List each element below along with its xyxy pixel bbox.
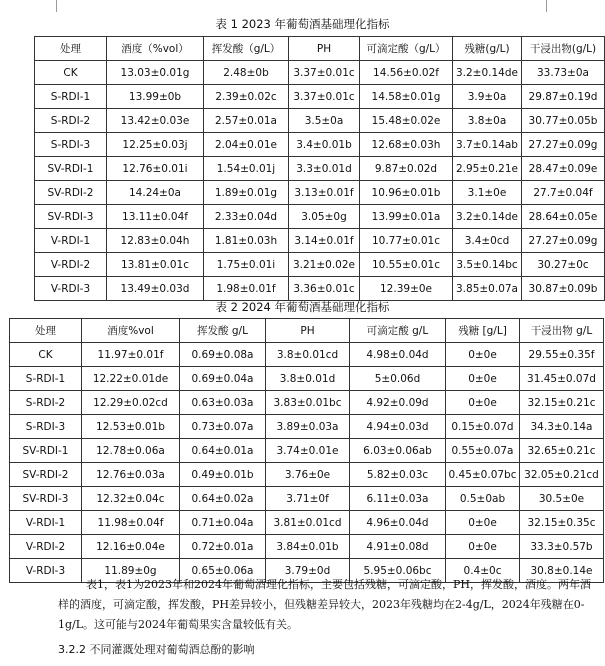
value-cell: 13.81±0.01c [107, 253, 204, 277]
table-row [10, 439, 604, 463]
value-cell: 1.81±0.03h [204, 229, 289, 253]
table-row [35, 85, 605, 109]
value-cell: 3.8±0a [453, 109, 522, 133]
value-cell: 29.87±0.19d [522, 85, 605, 109]
table-row [10, 415, 604, 439]
value-cell: 12.68±0.03h [360, 133, 453, 157]
value-cell: 3.37±0.01c [289, 85, 360, 109]
value-cell: 0.69±0.04a [180, 367, 266, 391]
treatment-cell: SV-RDI-1 [10, 439, 82, 463]
value-cell: 12.53±0.01b [82, 415, 180, 439]
value-cell: 30.77±0.05b [522, 109, 605, 133]
value-cell: 31.45±0.07d [520, 367, 604, 391]
treatment-cell: S-RDI-1 [10, 367, 82, 391]
page-edge-marks [0, 0, 605, 14]
value-cell: 32.15±0.35c [520, 511, 604, 535]
value-cell: 12.78±0.06a [82, 439, 180, 463]
table2-caption: 表 2 2024 年葡萄酒基础理化指标 [215, 300, 390, 314]
value-cell: 3.89±0.03a [266, 415, 350, 439]
value-cell: 0.72±0.01a [180, 535, 266, 559]
value-cell: 3.37±0.01c [289, 61, 360, 85]
page-corner-mark-right [546, 0, 547, 12]
treatment-cell: S-RDI-2 [35, 109, 107, 133]
value-cell: 28.47±0.09e [522, 157, 605, 181]
value-cell: 30.8±0.14e [520, 559, 604, 583]
table-row [35, 229, 605, 253]
value-cell: 1.98±0.01f [204, 277, 289, 301]
treatment-cell: SV-RDI-2 [35, 181, 107, 205]
table1-caption: 表 1 2023 年葡萄酒基础理化指标 [215, 17, 390, 31]
value-cell: 1.75±0.01i [204, 253, 289, 277]
value-cell: 0±0e [446, 391, 520, 415]
table-row [10, 367, 604, 391]
value-cell: 3.14±0.01f [289, 229, 360, 253]
table1-header-cell: 可滴定酸（g/L） [360, 37, 453, 61]
value-cell: 15.48±0.02e [360, 109, 453, 133]
table-row [10, 487, 604, 511]
table-row [35, 109, 605, 133]
value-cell: 3.71±0f [266, 487, 350, 511]
value-cell: 14.58±0.01g [360, 85, 453, 109]
value-cell: 14.24±0a [107, 181, 204, 205]
value-cell: 12.76±0.03a [82, 463, 180, 487]
value-cell: 30.5±0e [520, 487, 604, 511]
value-cell: 4.96±0.04d [350, 511, 446, 535]
table1-header-cell: 挥发酸（g/L） [204, 37, 289, 61]
value-cell: 5±0.06d [350, 367, 446, 391]
treatment-cell: S-RDI-3 [35, 133, 107, 157]
treatment-cell: CK [10, 343, 82, 367]
treatment-cell: CK [35, 61, 107, 85]
value-cell: 0.69±0.08a [180, 343, 266, 367]
treatment-cell: V-RDI-1 [10, 511, 82, 535]
value-cell: 3.05±0g [289, 205, 360, 229]
value-cell: 3.5±0a [289, 109, 360, 133]
treatment-cell: V-RDI-2 [35, 253, 107, 277]
value-cell: 32.15±0.21c [520, 391, 604, 415]
value-cell: 12.25±0.03j [107, 133, 204, 157]
value-cell: 0.15±0.07d [446, 415, 520, 439]
value-cell: 3.8±0.01d [266, 367, 350, 391]
table-row [35, 61, 605, 85]
value-cell: 3.2±0.14de [453, 61, 522, 85]
value-cell: 2.33±0.04d [204, 205, 289, 229]
value-cell: 12.39±0e [360, 277, 453, 301]
table1-body [35, 61, 605, 301]
value-cell: 2.39±0.02c [204, 85, 289, 109]
value-cell: 11.98±0.04f [82, 511, 180, 535]
value-cell: 5.95±0.06bc [350, 559, 446, 583]
value-cell: 3.13±0.01f [289, 181, 360, 205]
value-cell: 12.29±0.02cd [82, 391, 180, 415]
value-cell: 33.3±0.57b [520, 535, 604, 559]
value-cell: 3.79±0d [266, 559, 350, 583]
value-cell: 0.49±0.01b [180, 463, 266, 487]
value-cell: 0±0e [446, 343, 520, 367]
table-row [35, 205, 605, 229]
value-cell: 3.84±0.01b [266, 535, 350, 559]
value-cell: 0.73±0.07a [180, 415, 266, 439]
value-cell: 3.76±0e [266, 463, 350, 487]
value-cell: 4.92±0.09d [350, 391, 446, 415]
value-cell: 3.85±0.07a [453, 277, 522, 301]
treatment-cell: SV-RDI-1 [35, 157, 107, 181]
table-row [35, 133, 605, 157]
table2-header-cell: 酒度%vol [82, 319, 180, 343]
value-cell: 27.7±0.04f [522, 181, 605, 205]
value-cell: 4.91±0.08d [350, 535, 446, 559]
table-row [35, 157, 605, 181]
value-cell: 3.83±0.01bc [266, 391, 350, 415]
value-cell: 33.73±0a [522, 61, 605, 85]
table-row [10, 535, 604, 559]
value-cell: 0±0e [446, 511, 520, 535]
table2-header-row [10, 319, 604, 343]
value-cell: 27.27±0.09g [522, 229, 605, 253]
value-cell: 0.71±0.04a [180, 511, 266, 535]
value-cell: 2.95±0.21e [453, 157, 522, 181]
value-cell: 12.83±0.04h [107, 229, 204, 253]
value-cell: 3.2±0.14de [453, 205, 522, 229]
value-cell: 3.8±0.01cd [266, 343, 350, 367]
value-cell: 0±0e [446, 535, 520, 559]
table-row [35, 181, 605, 205]
value-cell: 3.1±0e [453, 181, 522, 205]
treatment-cell: S-RDI-3 [10, 415, 82, 439]
value-cell: 3.3±0.01d [289, 157, 360, 181]
value-cell: 13.99±0b [107, 85, 204, 109]
value-cell: 12.22±0.01de [82, 367, 180, 391]
value-cell: 6.11±0.03a [350, 487, 446, 511]
table2-header-cell: 可滴定酸 g/L [350, 319, 446, 343]
value-cell: 29.55±0.35f [520, 343, 604, 367]
value-cell: 32.65±0.21c [520, 439, 604, 463]
value-cell: 3.5±0.14bc [453, 253, 522, 277]
table1-header-cell: PH [289, 37, 360, 61]
value-cell: 3.21±0.02e [289, 253, 360, 277]
value-cell: 3.36±0.01c [289, 277, 360, 301]
value-cell: 3.4±0.01b [289, 133, 360, 157]
treatment-cell: V-RDI-3 [35, 277, 107, 301]
value-cell: 0.55±0.07a [446, 439, 520, 463]
value-cell: 10.77±0.01c [360, 229, 453, 253]
treatment-cell: SV-RDI-3 [10, 487, 82, 511]
value-cell: 0.64±0.02a [180, 487, 266, 511]
treatment-cell: V-RDI-3 [10, 559, 82, 583]
value-cell: 2.48±0b [204, 61, 289, 85]
table2-2024-wine-indices [9, 318, 604, 583]
table1-header-row [35, 37, 605, 61]
value-cell: 13.49±0.03d [107, 277, 204, 301]
value-cell: 3.74±0.01e [266, 439, 350, 463]
treatment-cell: SV-RDI-3 [35, 205, 107, 229]
section-heading-3-2-2: 3.2.2 不同灌溉处理对葡萄酒总酚的影响 [58, 643, 255, 656]
value-cell: 12.16±0.04e [82, 535, 180, 559]
value-cell: 0.64±0.01a [180, 439, 266, 463]
value-cell: 10.96±0.01b [360, 181, 453, 205]
value-cell: 10.55±0.01c [360, 253, 453, 277]
table1-header-cell: 残糖(g/L) [453, 37, 522, 61]
value-cell: 0.45±0.07bc [446, 463, 520, 487]
value-cell: 3.9±0a [453, 85, 522, 109]
table1-header-row [35, 37, 605, 61]
value-cell: 1.89±0.01g [204, 181, 289, 205]
value-cell: 13.99±0.01a [360, 205, 453, 229]
value-cell: 0.65±0.06a [180, 559, 266, 583]
value-cell: 0.5±0ab [446, 487, 520, 511]
table2-header-cell: 干浸出物 g/L [520, 319, 604, 343]
treatment-cell: S-RDI-1 [35, 85, 107, 109]
value-cell: 0.4±0c [446, 559, 520, 583]
value-cell: 14.56±0.02f [360, 61, 453, 85]
value-cell: 12.76±0.01i [107, 157, 204, 181]
treatment-cell: V-RDI-1 [35, 229, 107, 253]
value-cell: 2.04±0.01e [204, 133, 289, 157]
value-cell: 0±0e [446, 367, 520, 391]
value-cell: 3.7±0.14ab [453, 133, 522, 157]
value-cell: 32.05±0.21cd [520, 463, 604, 487]
value-cell: 30.87±0.09b [522, 277, 605, 301]
table2-header-row [10, 319, 604, 343]
value-cell: 34.3±0.14a [520, 415, 604, 439]
value-cell: 13.03±0.01g [107, 61, 204, 85]
treatment-cell: S-RDI-2 [10, 391, 82, 415]
page-corner-mark-left [56, 0, 57, 12]
value-cell: 4.94±0.03d [350, 415, 446, 439]
value-cell: 6.03±0.06ab [350, 439, 446, 463]
value-cell: 9.87±0.02d [360, 157, 453, 181]
table-row [10, 463, 604, 487]
value-cell: 11.97±0.01f [82, 343, 180, 367]
treatment-cell: SV-RDI-2 [10, 463, 82, 487]
value-cell: 0.63±0.03a [180, 391, 266, 415]
table1-header-cell: 酒度（%vol） [107, 37, 204, 61]
treatment-cell: V-RDI-2 [10, 535, 82, 559]
value-cell: 13.11±0.04f [107, 205, 204, 229]
table-row [35, 277, 605, 301]
table1-header-cell: 干浸出物(g/L) [522, 37, 605, 61]
table1-2023-wine-indices [34, 36, 605, 301]
value-cell: 4.98±0.04d [350, 343, 446, 367]
value-cell: 13.42±0.03e [107, 109, 204, 133]
value-cell: 3.81±0.01cd [266, 511, 350, 535]
value-cell: 11.89±0g [82, 559, 180, 583]
value-cell: 28.64±0.05e [522, 205, 605, 229]
table2-header-cell: 处理 [10, 319, 82, 343]
results-paragraph: 表1，表1为2023年和2024年葡萄酒理化指标，主要包括残糖，可滴定酸，PH，挥发酸，酒度。两年酒样的酒度，可滴定酸，挥发酸，PH差异较小，但残糖差异较大，2023年残糖均在2-4g/L，2024年残糖在0-1g/L。这可能与2024年葡萄果实含量较低有关。 [58, 578, 591, 631]
table2-header-cell: 挥发酸 g/L [180, 319, 266, 343]
value-cell: 5.82±0.03c [350, 463, 446, 487]
table-row [35, 253, 605, 277]
table2-header-cell: 残糖 [g/L] [446, 319, 520, 343]
table2-body [10, 343, 604, 583]
value-cell: 3.4±0cd [453, 229, 522, 253]
table2-header-cell: PH [266, 319, 350, 343]
table1-header-cell: 处理 [35, 37, 107, 61]
value-cell: 1.54±0.01j [204, 157, 289, 181]
table-row [10, 391, 604, 415]
table-row [10, 343, 604, 367]
value-cell: 27.27±0.09g [522, 133, 605, 157]
value-cell: 12.32±0.04c [82, 487, 180, 511]
value-cell: 30.27±0c [522, 253, 605, 277]
value-cell: 2.57±0.01a [204, 109, 289, 133]
table-row [10, 511, 604, 535]
